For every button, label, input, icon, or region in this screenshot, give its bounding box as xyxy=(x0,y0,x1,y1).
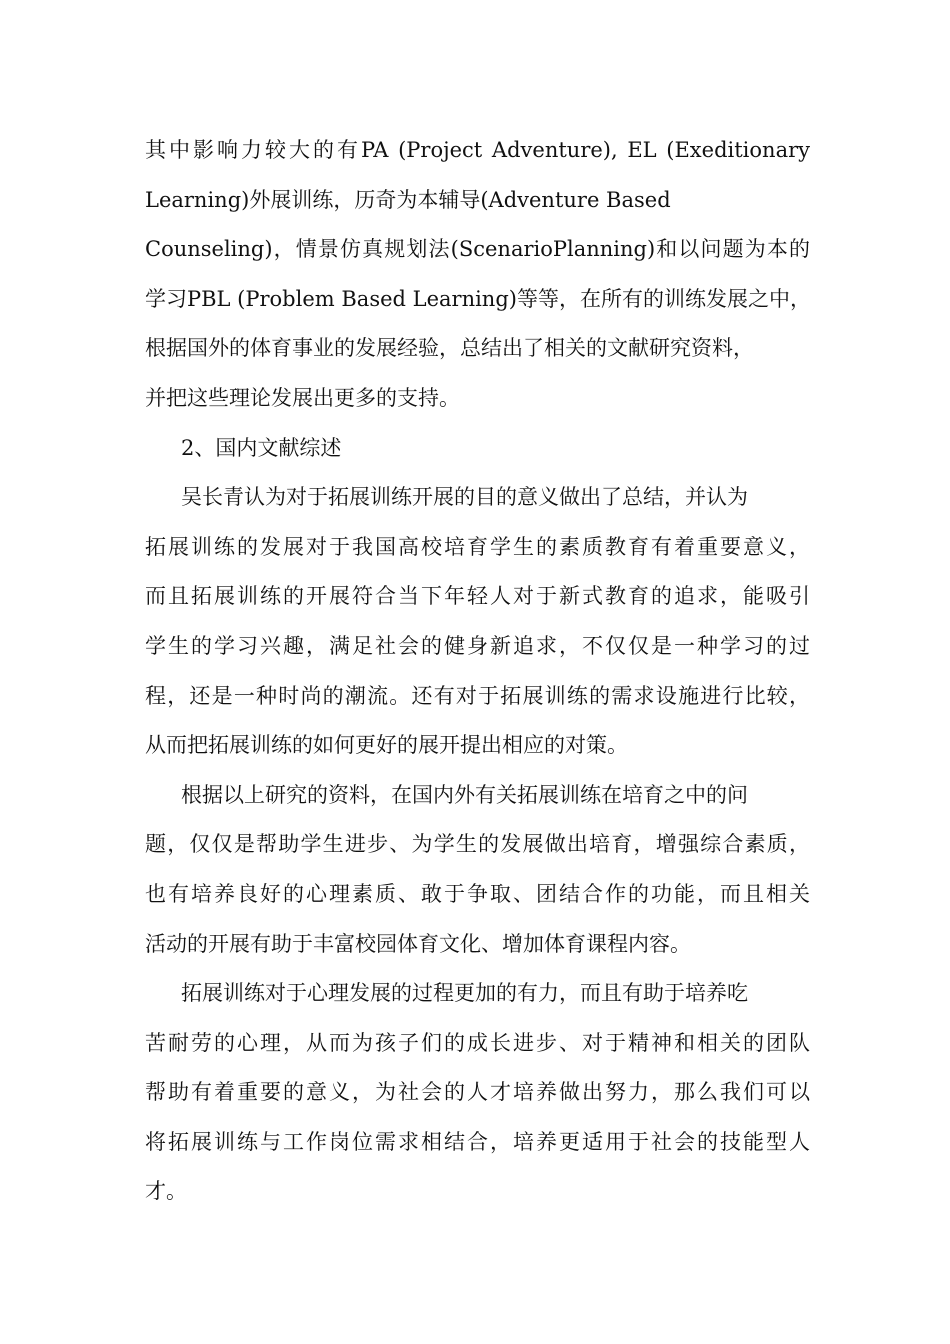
paragraph-intro-continued xyxy=(145,126,810,424)
text-line: 苦耐劳的心理，从而为孩子们的成长进步、对于精神和相关的团队 xyxy=(145,1030,810,1055)
text-line: 根据以上研究的资料，在国内外有关拓展训练在培育之中的问 xyxy=(181,782,748,807)
text-line: Learning)外展训练，历奇为本辅导(Adventure Based xyxy=(145,187,671,212)
text-line: 将拓展训练与工作岗位需求相结合，培养更适用于社会的技能型人 xyxy=(145,1129,810,1154)
text-line: 其中影响力较大的有PA (Project Adventure), EL (Exeditionary xyxy=(145,138,810,162)
text-line: 吴长青认为对于拓展训练开展的目的意义做出了总结，并认为 xyxy=(181,485,748,510)
text-line: 帮助有着重要的意义，为社会的人才培养做出努力，那么我们可以 xyxy=(145,1080,810,1105)
paragraph-wu xyxy=(145,473,810,771)
text-line: 活动的开展有助于丰富校园体育文化、增加体育课程内容。 xyxy=(145,931,691,956)
text-line: 题，仅仅是帮助学生进步、为学生的发展做出培育，增强综合素质， xyxy=(145,832,810,857)
section-heading xyxy=(145,424,810,474)
text-line: 拓展训练对于心理发展的过程更加的有力，而且有助于培养吃 xyxy=(181,981,748,1006)
text-line: 拓展训练的发展对于我国高校培育学生的素质教育有着重要意义， xyxy=(145,534,810,559)
text-line: Counseling)，情景仿真规划法(ScenarioPlanning)和以问题为本的 xyxy=(145,237,810,262)
paragraph-summary xyxy=(145,771,810,969)
text-line: 并把这些理论发展出更多的支持。 xyxy=(145,385,460,410)
text-line: 根据国外的体育事业的发展经验，总结出了相关的文献研究资料， xyxy=(145,336,754,361)
text-line: 从而把拓展训练的如何更好的展开提出相应的对策。 xyxy=(145,733,628,758)
heading-text: 2、国内文献综述 xyxy=(181,435,342,460)
paragraph-psychology xyxy=(145,969,810,1217)
text-line: 学生的学习兴趣，满足社会的健身新追求，不仅仅是一种学习的过 xyxy=(145,633,810,658)
text-line: 而且拓展训练的开展符合当下年轻人对于新式教育的追求，能吸引 xyxy=(145,584,810,609)
text-line: 学习PBL (Problem Based Learning)等等，在所有的训练发展之中， xyxy=(145,286,811,311)
text-line: 也有培养良好的心理素质、敢于争取、团结合作的功能，而且相关 xyxy=(145,881,810,906)
text-line: 程，还是一种时尚的潮流。还有对于拓展训练的需求设施进行比较， xyxy=(145,683,810,708)
text-line: 才。 xyxy=(145,1179,187,1204)
document-body xyxy=(145,126,810,1217)
